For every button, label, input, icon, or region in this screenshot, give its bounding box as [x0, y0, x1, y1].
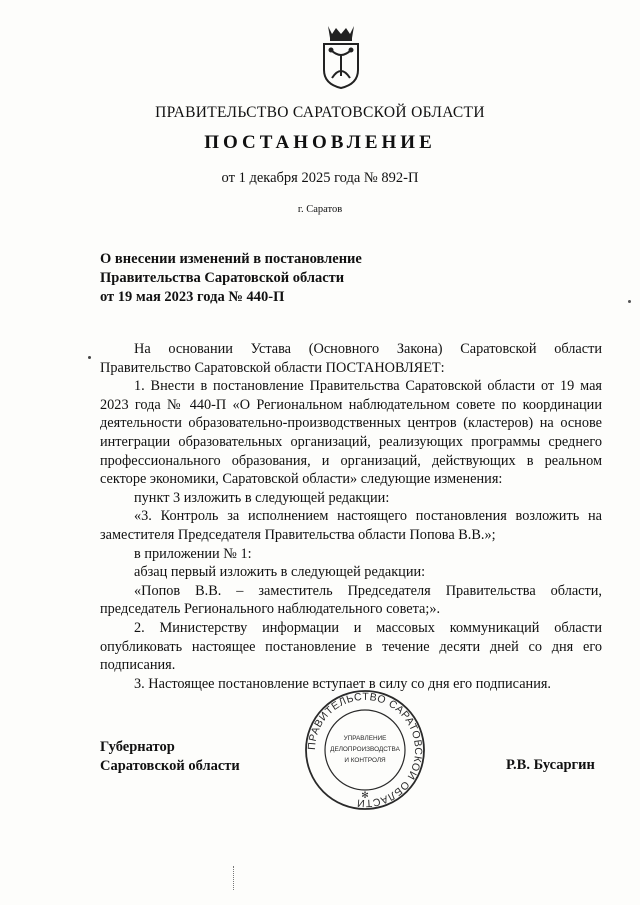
body-paragraph: в приложении № 1: [134, 545, 252, 562]
document-type-title: ПОСТАНОВЛЕНИЕ [204, 132, 436, 153]
position-line: Губернатор [100, 739, 175, 755]
body-paragraph: абзац первый изложить в следующей редакции: [134, 564, 426, 581]
stamp-center-line: И КОНТРОЛЯ [344, 757, 386, 764]
position-line: Саратовской области [100, 758, 240, 774]
body-paragraph: «Попов В.В. – заместитель Председателя Правительства области, председатель Регионального наблюдательного совета;». [100, 582, 602, 618]
body-paragraph: «3. Контроль за исполнением настоящего постановления возложить на заместителя Председателя Правительства области Попова В.В.»; [100, 508, 602, 543]
subject-line: от 19 мая 2023 года № 440-П [100, 289, 285, 305]
body-paragraph: 2. Министерству информации и массовых коммуникаций области опубликовать настоящее постановление в течение десяти дней со дня его подписания. [100, 619, 602, 674]
signatory-position [100, 738, 240, 776]
stamp-star-icon: ✻ [361, 790, 369, 800]
body-paragraph: 1. Внести в постановление Правительства Саратовской области от 19 мая 2023 года № 440-П «О Региональном наблюдательном совете по координации деятельности образовательно-производственных центров (кластеров) на основе интеграции образовательных организаций, реализующих программы среднего профессионального образования, и организаций, действующих в реальном секторе экономики, Саратовской области» следующие изменения: [100, 378, 602, 488]
stamp-ring-text: ПРАВИТЕЛЬСТВО САРАТОВСКОЙ ОБЛАСТИ [305, 690, 425, 810]
saratov-coat-of-arms-icon [320, 22, 362, 90]
date-number: от 1 декабря 2025 года № 892-П [221, 170, 419, 186]
subject-line: О внесении изменений в постановление [100, 251, 362, 267]
stamp-center-line: ДЕЛОПРОИЗВОДСТВА [330, 746, 400, 753]
signatory-name: Р.В. Бусаргин [506, 757, 595, 773]
scan-mark [88, 356, 91, 359]
subject-line: Правительства Саратовской области [100, 270, 345, 286]
scan-dots [233, 866, 236, 890]
body-paragraph: На основании Устава (Основного Закона) Саратовской области Правительство Саратовской области ПОСТАНОВЛЯЕТ: [100, 341, 602, 376]
scan-mark [628, 300, 631, 303]
city: г. Саратов [297, 204, 343, 215]
body-paragraph: пункт 3 изложить в следующей редакции: [134, 489, 390, 506]
document-subject [100, 250, 362, 307]
official-stamp [298, 690, 432, 810]
government-name: ПРАВИТЕЛЬСТВО САРАТОВСКОЙ ОБЛАСТИ [155, 104, 485, 121]
document-body [100, 340, 602, 693]
stamp-center-line: УПРАВЛЕНИЕ [343, 735, 387, 742]
body-paragraph: 3. Настоящее постановление вступает в силу со дня его подписания. [134, 675, 551, 692]
